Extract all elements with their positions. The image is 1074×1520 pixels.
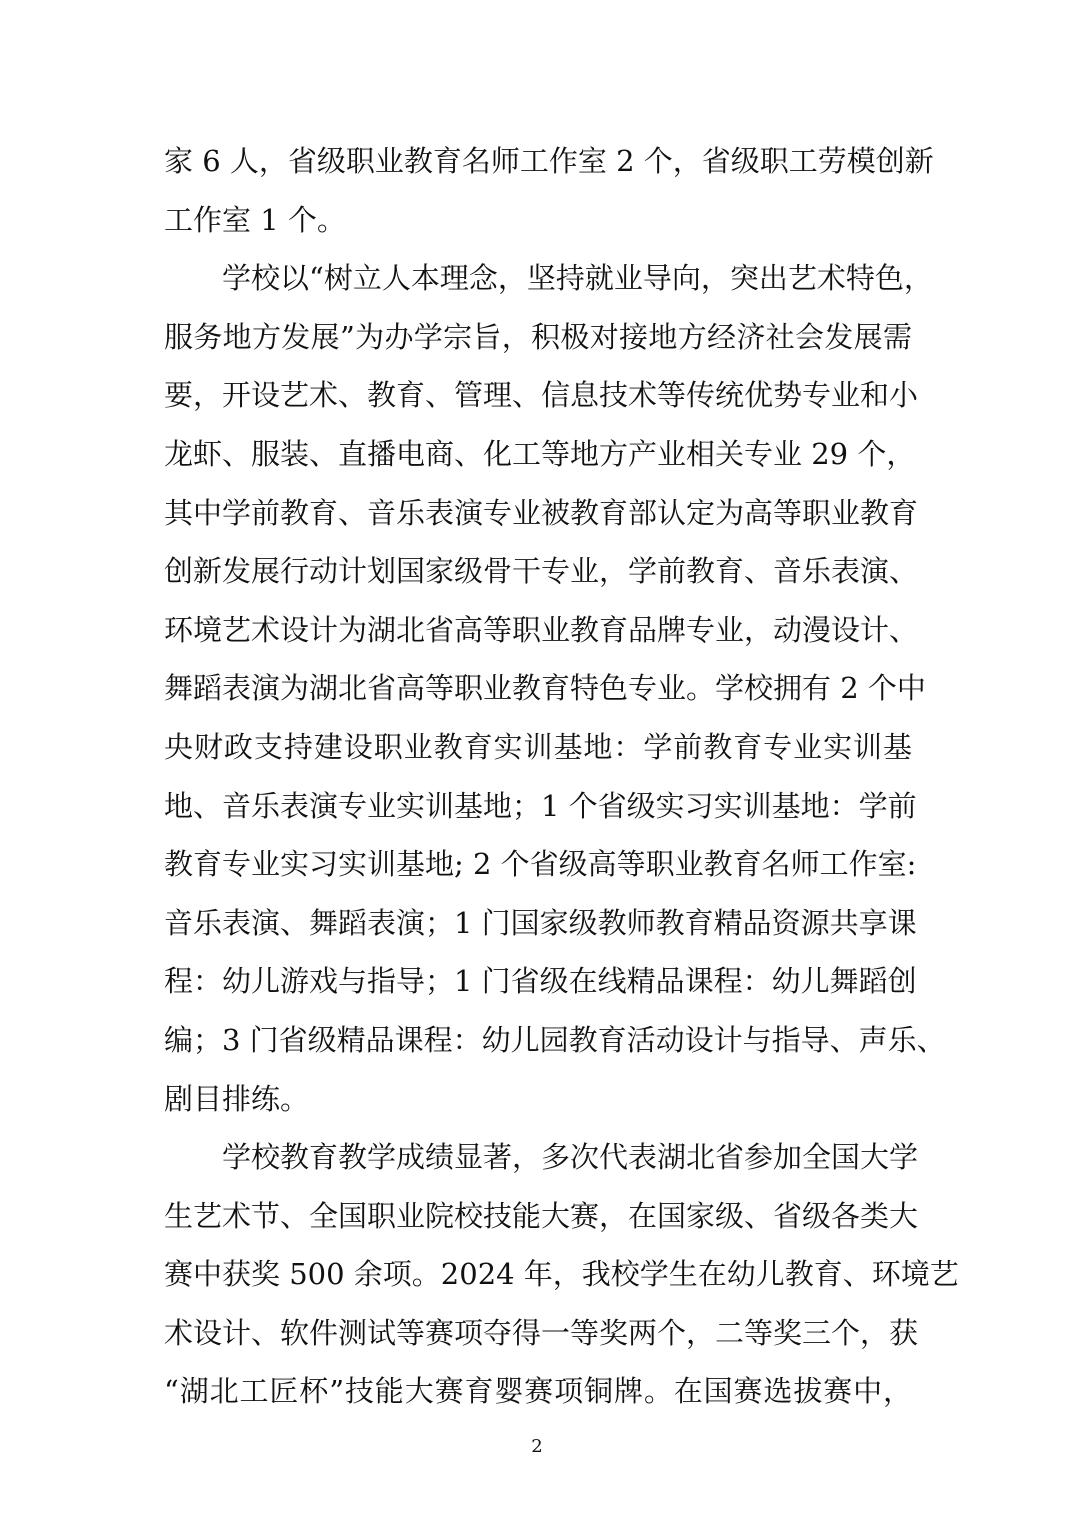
body-text [164,132,959,1421]
text-line: 生艺术节、全国职业院校技能大赛，在国家级、省级各类大 [164,1198,919,1233]
text-line: 龙虾、服装、直播电商、化工等地方产业相关专业 29 个， [164,436,916,471]
text-line: 舞蹈表演为湖北省高等职业教育特色专业。学校拥有 2 个中 [164,671,926,706]
text-line: 学校以“树立人本理念，坚持就业导向，突出艺术特色， [222,261,933,296]
text-line: 家 6 人，省级职业教育名师工作室 2 个，省级职工劳模创新 [164,144,934,178]
text-line: 其中学前教育、音乐表演专业被教育部认定为高等职业教育 [164,495,919,530]
text-line: 央财政支持建设职业教育实训基地：学前教育专业实训基 [164,729,912,764]
text-line: 编；3 门省级精品课程：幼儿园教育活动设计与指导、声乐、 [164,1022,946,1057]
text-line: 环境艺术设计为湖北省高等职业教育品牌专业，动漫设计、 [164,612,919,647]
text-line: 地、音乐表演专业实训基地；1 个省级实习实训基地：学前 [164,788,917,823]
text-line: 程：幼儿游戏与指导；1 门省级在线精品课程：幼儿舞蹈创 [164,964,917,999]
page-number: 2 [531,1436,543,1457]
text-line: “湖北工匠杯”技能大赛育婴赛项铜牌。在国赛选拔赛中， [164,1374,912,1409]
text-line: 赛中获奖 500 余项。2024 年，我校学生在幼儿教育、环境艺 [164,1257,959,1292]
text-line: 要，开设艺术、教育、管理、信息技术等传统优势专业和小 [164,378,919,413]
text-line: 剧目排练。 [164,1081,310,1116]
text-line: 术设计、软件测试等赛项夺得一等奖两个，二等奖三个，获 [164,1315,919,1350]
text-line: 服务地方发展”为办学宗旨，积极对接地方经济社会发展需 [164,319,912,354]
text-line: 工作室 1 个。 [164,202,346,237]
text-line: 教育专业实习实训基地; 2 个省级高等职业教育名师工作室: [164,847,917,882]
text-line: 音乐表演、舞蹈表演；1 门国家级教师教育精品资源共享课 [164,905,917,940]
text-line: 学校教育教学成绩显著，多次代表湖北省参加全国大学 [222,1140,919,1175]
text-line: 创新发展行动计划国家级骨干专业，学前教育、音乐表演、 [164,554,919,589]
